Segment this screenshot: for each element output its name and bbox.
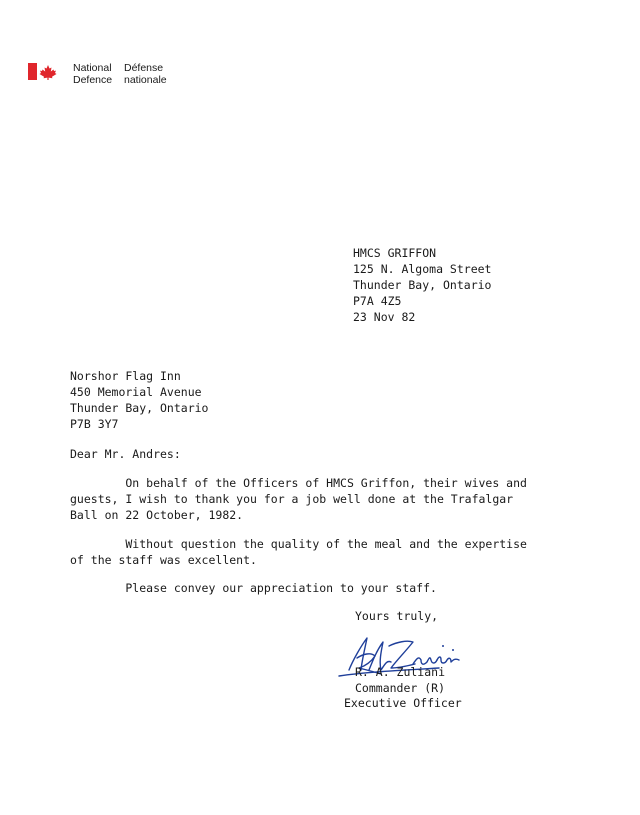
sender-line: HMCS GRIFFON	[353, 246, 437, 260]
salutation	[70, 446, 181, 462]
sender-address	[353, 245, 491, 325]
dept-en-line-2: Defence	[73, 74, 113, 86]
dept-en-line-1: National	[73, 62, 112, 74]
sender-line: P7A 4Z5	[353, 294, 402, 308]
signatory-title	[344, 695, 462, 711]
letter-date: 23 Nov 82	[353, 310, 416, 324]
department-name-english	[73, 62, 112, 86]
sender-line: 125 N. Algoma Street	[353, 262, 492, 276]
canada-flag-icon	[28, 63, 60, 80]
signatory-name	[355, 664, 445, 680]
body-line: guests, I wish to thank you for a job well done at the Trafalgar	[70, 492, 514, 506]
body-line: Without question the quality of the meal and the expertise	[70, 537, 527, 551]
recipient-line: Thunder Bay, Ontario	[70, 401, 209, 415]
body-paragraph-3	[70, 580, 437, 596]
dept-fr-line-2: nationale	[124, 74, 167, 86]
signatory-title-text: Executive Officer	[344, 696, 462, 710]
closing	[355, 608, 438, 624]
signatory-rank-text: Commander (R)	[355, 681, 446, 695]
signatory-rank	[355, 680, 445, 696]
recipient-line: Norshor Flag Inn	[70, 369, 181, 383]
closing-text: Yours truly,	[355, 609, 439, 623]
salutation-text: Dear Mr. Andres:	[70, 447, 181, 461]
body-line: Please convey our appreciation to your staff.	[70, 581, 437, 595]
recipient-address	[70, 368, 208, 432]
recipient-line: P7B 3Y7	[70, 417, 119, 431]
body-line: Ball on 22 October, 1982.	[70, 508, 244, 522]
department-name-french	[124, 62, 167, 86]
dept-fr-line-1: Défense	[124, 62, 164, 74]
body-line: of the staff was excellent.	[70, 553, 257, 567]
body-line: On behalf of the Officers of HMCS Griffon, their wives and	[70, 476, 527, 490]
recipient-line: 450 Memorial Avenue	[70, 385, 202, 399]
sender-line: Thunder Bay, Ontario	[353, 278, 492, 292]
body-paragraph-2	[70, 536, 527, 568]
body-paragraph-1	[70, 475, 527, 523]
signatory-name-text: R. A. Zuliani	[355, 665, 446, 679]
